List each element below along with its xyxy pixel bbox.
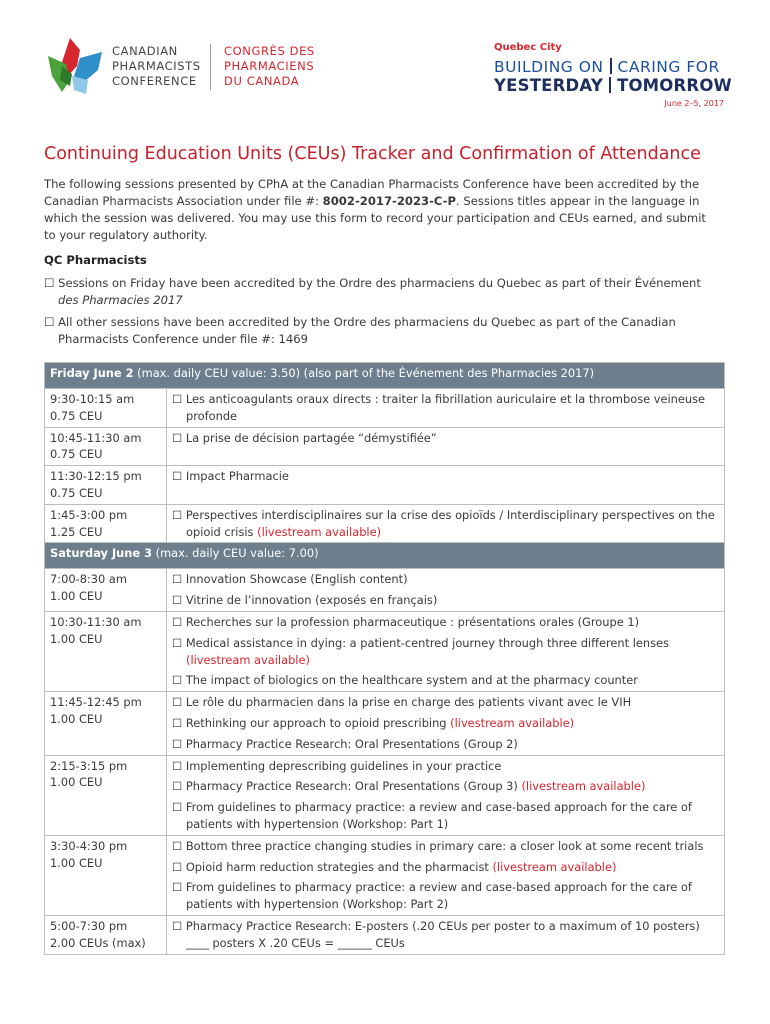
event-tagline-bottom: YESTERDAY TOMORROW [494, 76, 732, 95]
session-checkbox-item[interactable] [172, 614, 719, 631]
livestream-tag: (livestream available) [450, 715, 575, 730]
session-title: Rethinking our approach to opioid prescribing [185, 715, 447, 730]
checkbox-icon[interactable]: ☐ [172, 859, 183, 874]
checkbox-icon[interactable]: ☐ [172, 736, 183, 751]
sessions-cell [167, 389, 725, 428]
session-time: 7:00-8:30 am [50, 572, 127, 587]
session-title: Vitrine de l’innovation (exposés en français) [185, 593, 438, 608]
time-cell [45, 466, 167, 505]
table-row [45, 504, 725, 543]
sessions-cell [167, 569, 725, 612]
checkbox-icon[interactable]: ☐ [172, 779, 183, 794]
logo-divider [210, 44, 211, 90]
time-cell [45, 389, 167, 428]
session-title: Opioid harm reduction strategies and the pharmacist [185, 859, 489, 874]
day-note: (max. daily CEU value: 7.00) [155, 546, 319, 561]
session-checkbox-item[interactable] [172, 672, 719, 689]
time-cell [45, 504, 167, 543]
session-title: Pharmacy Practice Research: Oral Presentations (Group 2) [185, 736, 518, 751]
qc-heading: QC Pharmacists [44, 253, 147, 267]
session-ceu: 2.00 CEUs (max) [50, 935, 146, 950]
checkbox-icon[interactable]: ☐ [172, 673, 183, 688]
livestream-tag: (livestream available) [186, 652, 310, 667]
time-cell [45, 611, 167, 691]
session-title: Medical assistance in dying: a patient-centred journey through three different lenses [185, 635, 669, 650]
sessions-cell [167, 466, 725, 505]
sessions-cell [167, 692, 725, 755]
event-tagline-top: BUILDING ON CARING FOR [494, 58, 720, 76]
session-title: Les anticoagulants oraux directs : traiter la fibrillation auriculaire et la thrombose veineuse profonde [185, 392, 706, 423]
checkbox-icon[interactable]: ☐ [172, 800, 183, 815]
table-row [45, 835, 725, 915]
session-checkbox-item[interactable] [172, 736, 719, 753]
session-title: Pharmacy Practice Research: Oral Presentations (Group 3) [185, 779, 518, 794]
session-title: The impact of biologics on the healthcare system and at the pharmacy counter [185, 673, 638, 688]
session-time: 2:15-3:15 pm [50, 758, 128, 773]
session-title: Bottom three practice changing studies in primary care: a closer look at some recent trials [185, 838, 704, 853]
session-title: Le rôle du pharmacien dans la prise en charge des patients vivant avec le VIH [185, 695, 632, 710]
session-ceu: 1.25 CEU [50, 524, 103, 539]
checkbox-icon[interactable]: ☐ [172, 430, 183, 445]
qc-checkbox-item[interactable]: ☐ All other sessions have been accredited by the Ordre des pharmaciens du Quebec as part of the Canadian Pharmacists Conference under file #: 1469 [44, 315, 676, 346]
time-cell [45, 835, 167, 915]
session-ceu: 0.75 CEU [50, 408, 103, 423]
table-row [45, 611, 725, 691]
day-header-row [45, 363, 725, 389]
session-checkbox-item[interactable] [172, 879, 719, 913]
event-dates: June 2–5, 2017 [664, 99, 724, 108]
session-time: 10:30-11:30 am [50, 614, 142, 629]
time-cell [45, 427, 167, 466]
checkbox-icon: ☐ [44, 276, 55, 290]
org-name-french: CONGRÈS DES PHARMACIENS DU CANADA [224, 44, 315, 88]
page-title: Continuing Education Units (CEUs) Tracker and Confirmation of Attendance [44, 144, 701, 164]
table-row [45, 569, 725, 612]
session-title: La prise de décision partagée “démystifiée” [185, 430, 437, 445]
session-checkbox-item[interactable] [172, 592, 719, 609]
checkbox-icon: ☐ [44, 315, 55, 329]
sessions-cell [167, 611, 725, 691]
session-ceu: 1.00 CEU [50, 711, 103, 726]
session-ceu: 1.00 CEU [50, 855, 103, 870]
time-cell [45, 915, 167, 954]
livestream-tag: (livestream available) [257, 524, 382, 539]
time-cell [45, 692, 167, 755]
org-name-english: CANADIAN PHARMACISTS CONFERENCE [112, 44, 201, 88]
session-time: 3:30-4:30 pm [50, 838, 128, 853]
qc-checkbox-item[interactable]: ☐ Sessions on Friday have been accredited by the Ordre des pharmaciens du Quebec as part of their Événement des Pharmacies 2017 [44, 276, 701, 307]
checkbox-icon[interactable]: ☐ [172, 635, 183, 650]
checkbox-icon[interactable]: ☐ [172, 469, 183, 484]
maple-leaf-logo-icon [44, 36, 106, 98]
checkbox-icon[interactable]: ☐ [172, 758, 183, 773]
event-city: Quebec City [494, 42, 562, 53]
table-row [45, 466, 725, 505]
day-label: Friday June 2 [50, 366, 134, 380]
checkbox-icon[interactable]: ☐ [172, 593, 183, 608]
day-header-row [45, 543, 725, 569]
session-checkbox-item[interactable] [172, 391, 719, 425]
checkbox-icon[interactable]: ☐ [172, 392, 183, 406]
sessions-cell [167, 835, 725, 915]
session-checkbox-item[interactable] [172, 799, 719, 833]
session-ceu: 0.75 CEU [50, 447, 103, 462]
file-number: 8002-2017-2023-C-P [322, 194, 456, 208]
session-title: From guidelines to pharmacy practice: a review and case-based approach for the care of patients with hypertension (Workshop: Part 2) [185, 880, 692, 912]
session-checkbox-item[interactable] [172, 430, 719, 447]
page-header [0, 0, 770, 130]
session-checkbox-item[interactable] [172, 635, 719, 669]
session-time: 9:30-10:15 am [50, 392, 135, 406]
table-row [45, 427, 725, 466]
checkbox-icon[interactable]: ☐ [172, 918, 183, 933]
session-checkbox-item[interactable] [172, 468, 719, 485]
session-time: 1:45-3:00 pm [50, 507, 128, 522]
session-time: 5:00-7:30 pm [50, 918, 128, 933]
checkbox-icon[interactable]: ☐ [172, 507, 183, 522]
session-time: 11:45-12:45 pm [50, 695, 142, 710]
sessions-table [44, 362, 725, 955]
session-checkbox-item[interactable] [172, 715, 719, 732]
table-row [45, 915, 725, 954]
time-cell [45, 755, 167, 835]
session-checkbox-item[interactable] [172, 571, 719, 588]
session-checkbox-item[interactable] [172, 758, 719, 775]
day-label: Saturday June 3 [50, 546, 153, 561]
sessions-cell [167, 915, 725, 954]
sessions-cell [167, 755, 725, 835]
session-ceu: 1.00 CEU [50, 631, 103, 646]
session-checkbox-item[interactable] [172, 859, 719, 876]
sessions-cell [167, 427, 725, 466]
session-title: From guidelines to pharmacy practice: a review and case-based approach for the care of patients with hypertension (Workshop: Part 1) [185, 800, 692, 831]
livestream-tag: (livestream available) [521, 779, 646, 794]
session-title: Perspectives interdisciplinaires sur la crise des opioïds / Interdisciplinary perspectives on the opioid crisis [185, 507, 715, 539]
checkbox-icon[interactable]: ☐ [172, 572, 183, 587]
table-row [45, 692, 725, 755]
checkbox-icon[interactable]: ☐ [172, 838, 183, 853]
session-title: Implementing deprescribing guidelines in your practice [185, 758, 502, 773]
checkbox-icon[interactable]: ☐ [172, 614, 183, 629]
day-note: (max. daily CEU value: 3.50) (also part of the Événement des Pharmacies 2017) [137, 366, 595, 380]
checkbox-icon[interactable]: ☐ [172, 880, 183, 895]
checkbox-icon[interactable]: ☐ [172, 695, 183, 710]
session-title: Recherches sur la profession pharmaceutique : présentations orales (Groupe 1) [185, 614, 640, 629]
session-ceu: 1.00 CEU [50, 775, 103, 790]
time-cell [45, 569, 167, 612]
session-ceu: 0.75 CEU [50, 485, 103, 500]
session-title: Innovation Showcase (English content) [185, 572, 408, 587]
session-ceu: 1.00 CEU [50, 589, 103, 604]
checkbox-icon[interactable]: ☐ [172, 715, 183, 730]
session-checkbox-item[interactable] [172, 694, 719, 711]
session-checkbox-item[interactable] [172, 918, 719, 952]
session-title: Pharmacy Practice Research: E-posters (.20 CEUs per poster to a maximum of 10 posters) [185, 918, 700, 933]
session-checkbox-item[interactable] [172, 507, 719, 541]
table-row [45, 755, 725, 835]
livestream-tag: (livestream available) [492, 859, 617, 874]
session-title: Impact Pharmacie [185, 469, 289, 484]
session-time: 11:30-12:15 pm [50, 469, 142, 484]
session-checkbox-item[interactable] [172, 838, 719, 855]
table-row [45, 389, 725, 428]
intro-paragraph: The following sessions presented by CPhA at the Canadian Pharmacists Conference have been accredited by the Canadian Pharmacists Association under file #: 8002-2017-2023-C-P. Sessions titles appear in the language in which the session was delivered. You may use this form to record your participation and CEUs earned, and submit to your regulatory authority. [44, 177, 706, 242]
session-checkbox-item[interactable] [172, 778, 719, 795]
sessions-cell [167, 504, 725, 543]
poster-calc-line: ____ posters X .20 CEUs = ______ CEUs [186, 935, 405, 950]
session-time: 10:45-11:30 am [50, 430, 142, 445]
